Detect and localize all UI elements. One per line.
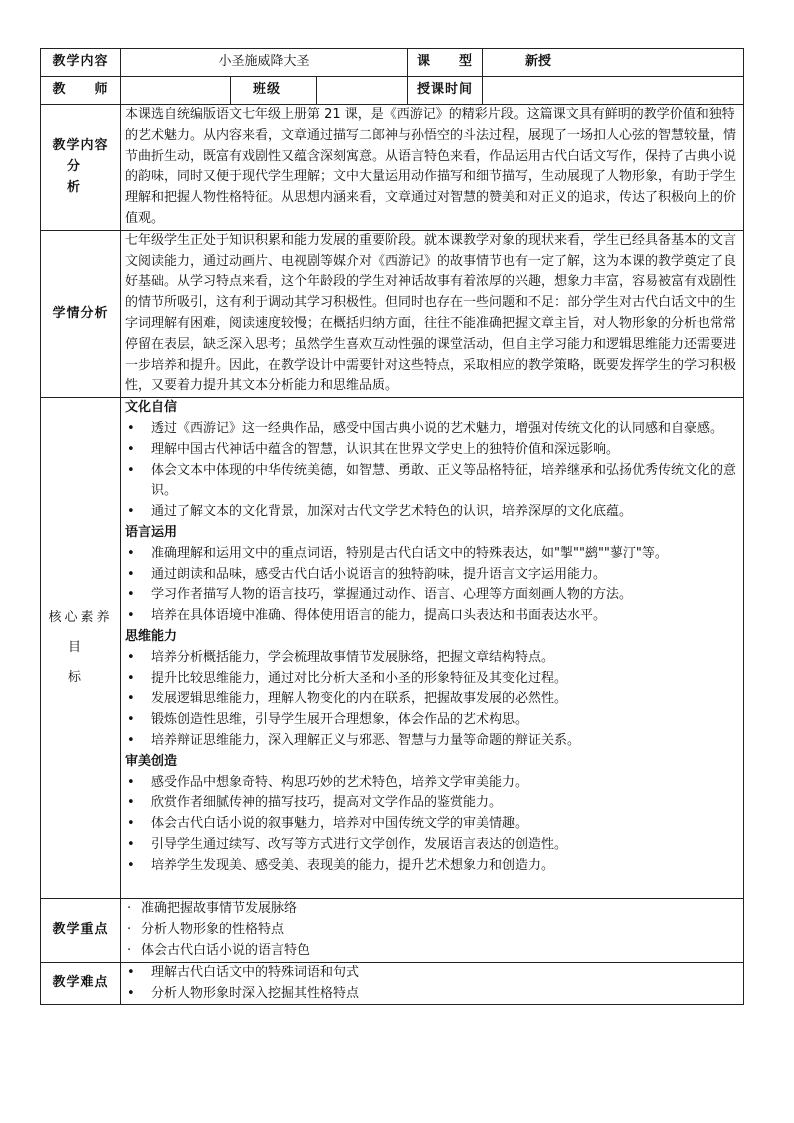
core-section-list bbox=[125, 648, 739, 752]
core-label-line2: 目 标 bbox=[67, 640, 119, 686]
bullet-text: 培养分析概括能力，学会梳理故事情节发展脉络，把握文章结构特点。 bbox=[151, 649, 555, 665]
content-label: 教学内容 bbox=[41, 49, 121, 77]
bullet-text: 通过了解文本的文化背景，加深对古代文学艺术特色的认识，培养深厚的文化底蕴。 bbox=[151, 504, 633, 520]
class-value bbox=[317, 77, 408, 105]
bullet-mark: • bbox=[127, 545, 135, 561]
core-section-list bbox=[125, 773, 739, 877]
bullet-text: 欣赏作者细腻传神的描写技巧，提高对文学作品的鉴赏能力。 bbox=[151, 795, 503, 811]
header-row-content bbox=[41, 49, 744, 77]
core-list-item bbox=[125, 856, 739, 877]
core-list-item bbox=[125, 689, 739, 710]
bullet-text: 理解中国古代神话中蕴含的智慧，认识其在世界文学史上的独特价值和深远影响。 bbox=[151, 441, 620, 457]
bullet-mark: · bbox=[127, 901, 132, 917]
bullet-mark: • bbox=[127, 816, 135, 832]
bullet-text: 透过《西游记》这一经典作品，感受中国古典小说的艺术魅力，增强对传统文化的认同感和自豪感。 bbox=[151, 420, 724, 436]
bullet-text: 锻炼创造性思维，引导学生展开合理想象，体会作品的艺术构思。 bbox=[151, 712, 529, 728]
bullet-text: 培养在具体语境中准确、得体使用语言的能力，提高口头表达和书面表达水平。 bbox=[151, 608, 607, 624]
bullet-text: 提升比较思维能力，通过对比分析大圣和小圣的形象特征及其变化过程。 bbox=[151, 670, 568, 686]
bullet-mark: • bbox=[127, 732, 135, 748]
key-points-cell bbox=[121, 899, 744, 962]
bullet-text: 引导学生通过续写、改写等方式进行文学创作，发展语言表达的创造性。 bbox=[151, 836, 568, 852]
bullet-text: 培养辩证思维能力，深入理解正义与邪恶、智慧与力量等命题的辩证关系。 bbox=[151, 732, 581, 748]
students-text: 七年级学生正处于知识积累和能力发展的重要阶段。就本课教学对象的现状来看，学生已经具备基本的文言文阅读能力，通过动画片、电视剧等媒介对《西游记》的故事情节也有一定了解，这为本课的教学奠定了良好基础。从学习特点来看，这个年龄段的学生对神话故事有着浓厚的兴趣，想象力丰富，容易被富有戏剧性的情节所吸引，这有利于调动其学习积极性。但同时也存在一些问题和不足：部分学生对古代白话文中的生字词理解有困难，阅读速度较慢；在概括归纳方面，往往不能准确把握文章主旨，对人物形象的分析也常常停留在表层，缺乏深入思考；虽然学生喜欢互动性强的课堂活动，但自主学习能力和逻辑思维能力还需要进一步培养和提升。因此，在教学设计中需要针对这些特点，采取相应的教学策略，既要发挥学生的学习积极性，又要着力提升其文本分析能力和思维品质。 bbox=[125, 232, 737, 394]
key-point-item bbox=[127, 899, 739, 920]
bullet-mark: · bbox=[127, 922, 132, 938]
key-point-item bbox=[127, 941, 739, 962]
analysis-text: 本课选自统编版语文七年级上册第 21 课，是《西游记》的精彩片段。这篇课文具有鲜明的教学价值和独特的艺术魅力。从内容来看，文章通过描写二郎神与孙悟空的斗法过程，展现了一场扣人心弦的智慧较量，情节曲折生动，既富有戏剧性又蕴含深刻寓意。从语言特色来看，作品运用古代白话文写作，保持了古典小说的韵味，同时又便于现代学生理解；文中大量运用动作描写和细节描写，生动展现了人物形象，有助于学生理解和把握人物性格特征。从思想内涵来看，文章通过对智慧的赞美和对正义的追求，传达了积极向上的价值观。 bbox=[125, 107, 737, 226]
core-list-item bbox=[125, 648, 739, 669]
bullet-mark: • bbox=[127, 985, 135, 1001]
core-list-item bbox=[125, 565, 739, 586]
bullet-text: 理解古代白话文中的特殊词语和句式 bbox=[151, 964, 360, 980]
time-value bbox=[483, 77, 744, 105]
teacher-value bbox=[121, 77, 231, 105]
bullet-text: 体会文本中体现的中华传统美德，如智慧、勇敢、正义等品格特征，培养继承和弘扬优秀传统文化的意识。 bbox=[151, 462, 737, 499]
bullet-mark: • bbox=[127, 670, 135, 686]
difficulty-item bbox=[125, 963, 739, 984]
lesson-title: 小圣施威降大圣 bbox=[121, 49, 408, 77]
bullet-mark: · bbox=[127, 943, 132, 959]
core-section-title: 审美创造 bbox=[125, 753, 178, 769]
core-label bbox=[41, 398, 121, 899]
core-row bbox=[41, 398, 744, 899]
analysis-row bbox=[41, 105, 744, 231]
bullet-mark: • bbox=[127, 566, 135, 582]
core-list-item bbox=[125, 419, 739, 440]
course-type-value: 新授 bbox=[483, 49, 744, 77]
core-content-cell bbox=[121, 398, 744, 899]
core-label-line1: 核心素养 bbox=[48, 610, 113, 626]
core-list-item bbox=[125, 793, 739, 814]
bullet-mark: • bbox=[127, 795, 135, 811]
key-point-item bbox=[127, 920, 739, 941]
core-list-item bbox=[125, 440, 739, 461]
core-list-item bbox=[125, 606, 739, 627]
bullet-mark: • bbox=[127, 712, 135, 728]
analysis-label-line1: 教学内容 bbox=[52, 138, 109, 154]
bullet-mark: • bbox=[127, 608, 135, 624]
core-section-list bbox=[125, 419, 739, 523]
bullet-text: 通过朗读和品味，感受古代白话小说语言的独特韵味，提升语言文字运用能力。 bbox=[151, 566, 607, 582]
core-sections bbox=[125, 398, 739, 876]
bullet-text: 学习作者描写人物的语言技巧，掌握通过动作、语言、心理等方面刻画人物的方法。 bbox=[151, 587, 633, 603]
time-label: 授课时间 bbox=[408, 77, 483, 105]
difficulties-cell bbox=[121, 962, 744, 1005]
bullet-mark: • bbox=[127, 964, 135, 980]
core-list-item bbox=[125, 731, 739, 752]
core-list-item bbox=[125, 544, 739, 565]
bullet-text: 感受作品中想象奇特、构思巧妙的艺术特色，培养文学审美能力。 bbox=[151, 774, 529, 790]
core-list-item bbox=[125, 710, 739, 731]
bullet-mark: • bbox=[127, 441, 135, 457]
key-points-list bbox=[127, 899, 739, 961]
bullet-text: 体会古代白话小说的叙事魅力，培养对中国传统文学的审美情趣。 bbox=[151, 816, 529, 832]
analysis-label-line2: 分 析 bbox=[66, 158, 122, 195]
difficulties-label: 教学难点 bbox=[41, 962, 121, 1005]
bullet-text: 分析人物形象时深入挖掘其性格特点 bbox=[151, 985, 360, 1001]
bullet-mark: • bbox=[127, 649, 135, 665]
core-section-title: 语言运用 bbox=[125, 524, 178, 540]
bullet-mark: • bbox=[127, 420, 135, 436]
bullet-text: 发展逻辑思维能力，理解人物变化的内在联系，把握故事发展的必然性。 bbox=[151, 691, 568, 707]
lesson-plan-table bbox=[40, 48, 744, 1005]
key-points-label: 教学重点 bbox=[41, 899, 121, 962]
core-list-item bbox=[125, 585, 739, 606]
class-label: 班级 bbox=[231, 77, 317, 105]
students-row bbox=[41, 230, 744, 397]
bullet-mark: • bbox=[127, 857, 135, 873]
course-type-label: 课 型 bbox=[408, 49, 483, 77]
bullet-mark: • bbox=[127, 691, 135, 707]
difficulty-item bbox=[125, 984, 739, 1005]
core-list-item bbox=[125, 669, 739, 690]
bullet-text: 体会古代白话小说的语言特色 bbox=[141, 943, 311, 959]
core-list-item bbox=[125, 502, 739, 523]
core-section-list bbox=[125, 544, 739, 627]
difficulties-list bbox=[125, 963, 739, 1005]
bullet-text: 准确理解和运用文中的重点词语，特别是古代白话文中的特殊表达，如"掣""鹚""蓼汀"等。 bbox=[151, 545, 668, 561]
core-list-item bbox=[125, 814, 739, 835]
key-points-row bbox=[41, 899, 744, 962]
students-label: 学情分析 bbox=[41, 230, 121, 397]
bullet-mark: • bbox=[127, 587, 135, 603]
teacher-label: 教 师 bbox=[41, 77, 121, 105]
bullet-text: 培养学生发现美、感受美、表现美的能力，提升艺术想象力和创造力。 bbox=[151, 857, 555, 873]
bullet-mark: • bbox=[127, 836, 135, 852]
core-section-title: 思维能力 bbox=[125, 628, 178, 644]
difficulties-row bbox=[41, 962, 744, 1005]
bullet-mark: • bbox=[127, 462, 135, 478]
core-section-title: 文化自信 bbox=[125, 400, 178, 416]
header-row-teacher bbox=[41, 77, 744, 105]
core-list-item bbox=[125, 461, 739, 503]
analysis-label bbox=[41, 105, 121, 231]
bullet-mark: • bbox=[127, 504, 135, 520]
bullet-text: 分析人物形象的性格特点 bbox=[141, 922, 285, 938]
analysis-text-cell bbox=[121, 105, 744, 231]
bullet-mark: • bbox=[127, 774, 135, 790]
bullet-text: 准确把握故事情节发展脉络 bbox=[141, 901, 298, 917]
core-list-item bbox=[125, 773, 739, 794]
core-list-item bbox=[125, 835, 739, 856]
students-text-cell bbox=[121, 230, 744, 397]
